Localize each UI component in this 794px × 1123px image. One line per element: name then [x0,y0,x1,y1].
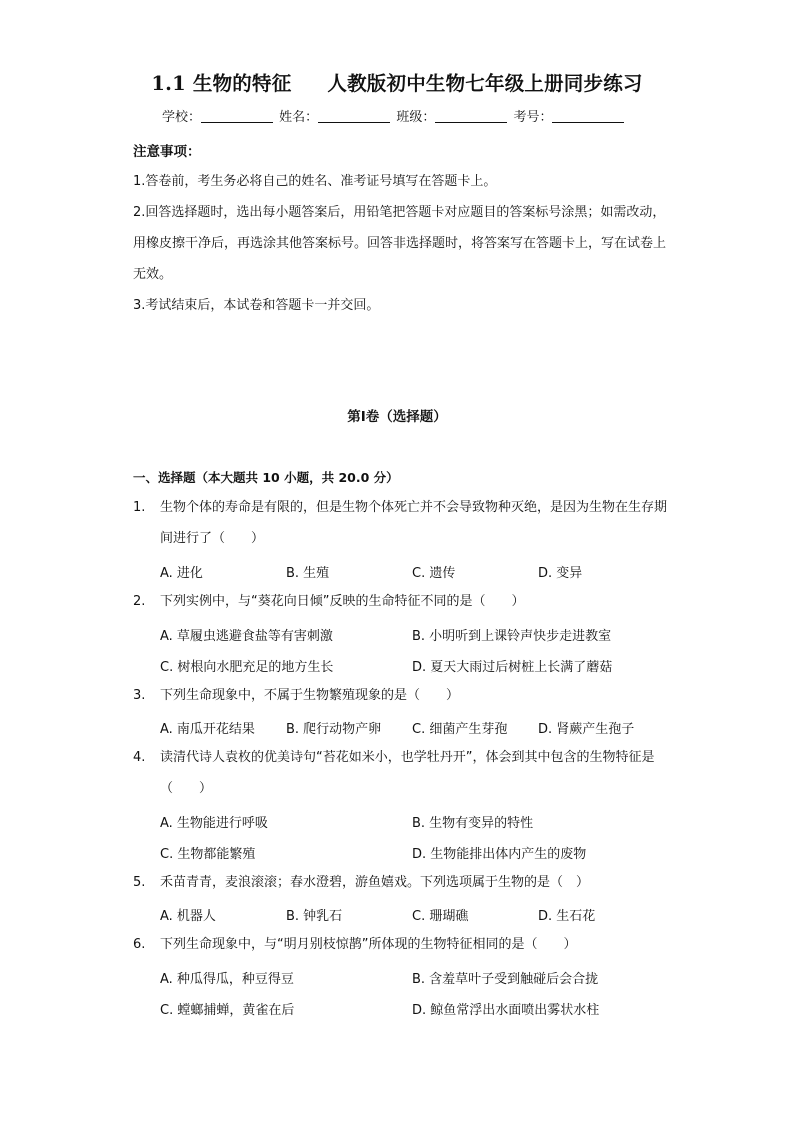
option-c: C. 遗传 [412,566,456,581]
option-c: C. 螳螂捕蝉，黄雀在后 [160,1003,295,1018]
question-3 [133,680,673,711]
name-blank [318,110,390,123]
title-lesson: 1.1 生物的特征 [151,72,292,95]
option-b: B. 爬行动物产卵 [286,722,382,737]
exam-number-blank [552,110,624,123]
option-b: B. 含羞草叶子受到触碰后会合拢 [412,972,599,987]
info-label-name: 姓名： [279,110,319,125]
question-6 [133,929,673,960]
section-title: 一、选择题（本大题共 10 小题，共 20.0 分） [133,470,399,485]
question-2 [133,586,673,617]
question-number: 4. [133,750,146,765]
class-blank [435,110,507,123]
question-number: 2. [133,594,146,609]
page-title [0,68,794,96]
info-label-school: 学校： [162,110,202,125]
question-4 [133,742,673,804]
option-a: A. 南瓜开花结果 [160,722,255,737]
option-a: A. 生物能进行呼吸 [160,816,268,831]
option-d: D. 生物能排出体内产生的废物 [412,847,587,862]
question-text: 生物个体的寿命是有限的，但是生物个体死亡并不会导致物种灭绝，是因为生物在生存期间进行了（ ） [160,500,668,546]
option-d: D. 肾蕨产生孢子 [538,722,635,737]
question-1 [133,492,673,554]
info-label-class: 班级： [396,110,436,125]
question-number: 5. [133,875,146,890]
option-c: C. 树根向水肥充足的地方生长 [160,660,334,675]
volume-title: 第Ⅰ卷（选择题） [347,409,447,425]
option-a: A. 进化 [160,566,203,581]
question-text: 下列实例中，与“葵花向日倾”反映的生命特征不同的是（ ） [160,594,525,609]
option-b: B. 钟乳石 [286,909,343,924]
option-c: C. 细菌产生芽孢 [412,722,508,737]
option-a: A. 草履虫逃避食盐等有害刺激 [160,629,333,644]
option-a: A. 种瓜得瓜，种豆得豆 [160,972,294,987]
notice-item-1: 1.答卷前，考生务必将自己的姓名、准考证号填写在答题卡上。 [133,174,497,189]
title-course: 人教版初中生物七年级上册同步练习 [327,72,643,95]
question-number: 3. [133,688,146,703]
option-c: C. 珊瑚礁 [412,909,469,924]
option-b: B. 生殖 [286,566,330,581]
info-label-exam-number: 考号： [513,110,553,125]
option-d: D. 变异 [538,566,583,581]
student-info-row [162,106,626,125]
notice-heading: 注意事项： [133,144,201,160]
option-c: C. 生物都能繁殖 [160,847,256,862]
option-d: D. 夏天大雨过后树桩上长满了蘑菇 [412,660,613,675]
notice-item-3: 3.考试结束后，本试卷和答题卡一并交回。 [133,298,380,313]
question-text: 禾苗青青，麦浪滚滚；春水澄碧，游鱼嬉戏。下列选项属于生物的是（ ） [160,875,590,890]
option-d: D. 鲸鱼常浮出水面喷出雾状水柱 [412,1003,600,1018]
question-5 [133,867,673,898]
question-number: 6. [133,937,146,952]
notice-item-2: 2.回答选择题时，选出每小题答案后，用铅笔把答题卡对应题目的答案标号涂黑；如需改动，用橡皮擦干净后，再选涂其他答案标号。回答非选择题时，将答案写在答题卡上，写在试卷上无效。 [133,205,667,282]
question-text: 下列生命现象中，不属于生物繁殖现象的是（ ） [160,688,460,703]
option-b: B. 生物有变异的特性 [412,816,534,831]
question-number: 1. [133,500,146,515]
option-b: B. 小明听到上课铃声快步走进教室 [412,629,612,644]
question-text: 读清代诗人袁枚的优美诗句“苔花如米小，也学牡丹开”，体会到其中包含的生物特征是（ ） [160,750,655,796]
school-blank [201,110,273,123]
option-d: D. 生石花 [538,909,596,924]
option-a: A. 机器人 [160,909,216,924]
question-text: 下列生命现象中，与“明月别枝惊鹊”所体现的生物特征相同的是（ ） [160,937,577,952]
